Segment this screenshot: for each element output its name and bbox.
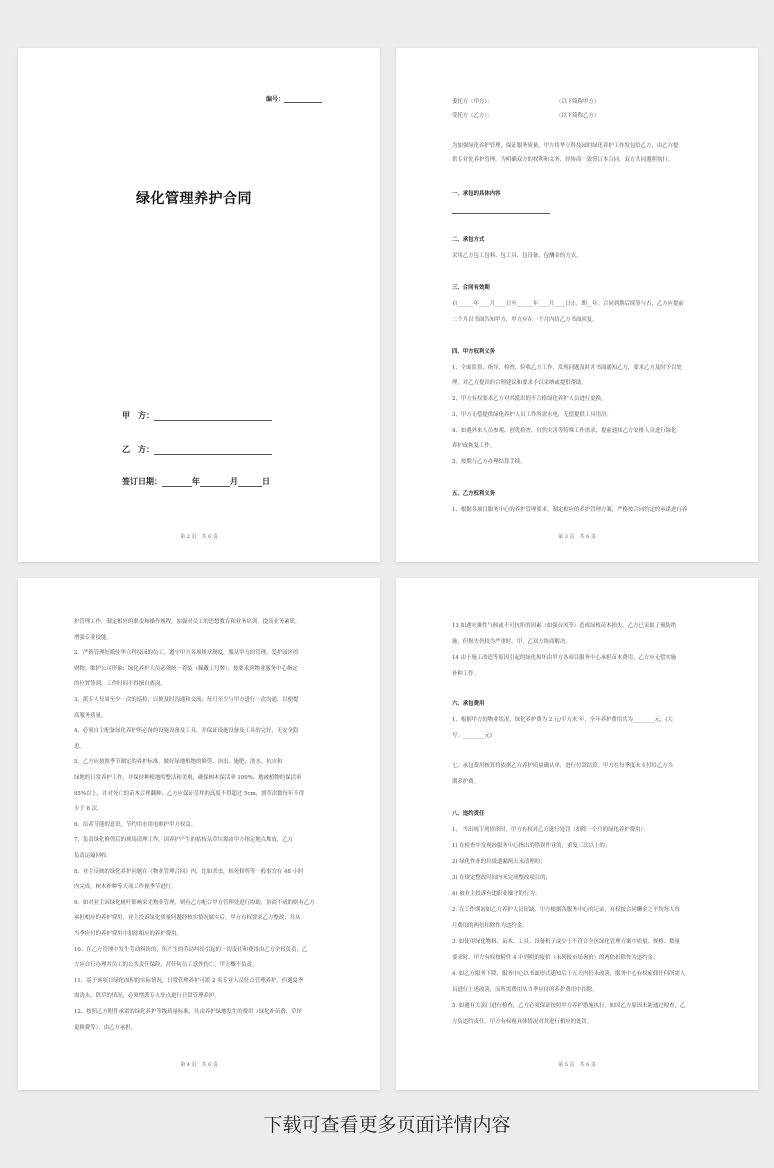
body-line: 患。 <box>74 743 85 750</box>
client-abbr: （以下简称甲方） <box>556 99 600 105</box>
section-heading: 二、承包方式 <box>452 237 485 243</box>
section-heading: 六、承包费用 <box>452 701 485 707</box>
body-line: 需浇水、除草的情况，必须增派专人驻点进行日常管理养护。 <box>74 993 220 1000</box>
section-text: 二个月以书面告知甲方，甲方应在一个月内给乙方书面回复。 <box>452 317 598 323</box>
body-line: 95%以上，并对死亡的苗木合理翻种；乙方应保证草坪的高度不得超过 5cm，割草次数每年不得 <box>74 790 305 797</box>
body-line: 12、按照乙方附件承诺的绿化养护等级质量标准，其由养护绿地发生的费用（绿化补苗费、草坪 <box>74 1009 302 1015</box>
clause: 3. 如使用绿化物料、苗木、工具、设备机子或少于不符合全区绿化管理方案中质量、规格、数量 <box>452 939 680 945</box>
body-line: 5、乙方应按照季节制定的养护标准，做好绿地植物的修剪、治虫、施肥、浇水、抗灾和 <box>74 759 283 766</box>
page-number: 第 3 页 共 6 页 <box>558 534 596 540</box>
body-line: 8、业主反映的绿化养护问题在《物业管理合同》内，比如杀虫，枯死修剪等一般事宜在 48 小时 <box>74 868 304 875</box>
body-line: 内完成，树木补种等天项工作视季节进行。 <box>74 884 177 891</box>
contractor-abbr: （以下简称乙方） <box>556 113 600 119</box>
body-line: 负责运输回收。 <box>74 853 112 859</box>
contract-page-cover <box>18 48 380 562</box>
clause: 补种工作。 <box>452 671 479 677</box>
clause: 4. 如乙方服务下降，服务中心以书面形式通知后于五天内仍未改善，服务中心有权雇佣任何所需人 <box>452 971 686 977</box>
clause: 4) 被业主投诉有违职业操守的行为； <box>452 891 541 897</box>
clause: 理，对乙方提出的合理建议和要求予以采纳或提供帮助。 <box>452 380 587 386</box>
clause: 4、如遇外来人员参观、创优检查、自然灾害等特殊工作需求，提前通知乙方安排人员进行绿化 <box>452 428 677 434</box>
sign-date-field: 签订日期： 年 月 日 <box>122 476 270 486</box>
body-line: 财物。维护公司形象；绿化养护人员必须统一着装（佩戴工号牌），按要求到物业服务中心指定 <box>74 665 298 672</box>
section-text: 采用乙方包工包料、包工具、包设备、包酬金的方式。 <box>452 253 582 259</box>
contract-number-blank <box>284 102 322 103</box>
clause: 5. 如遇有关部门进行检查，乙方必须保证按照甲方养护措施执行，如因乙方原因未能通过检查，乙 <box>452 1003 686 1009</box>
clause: 方负违约责任，甲方有权视具体情况对其进行相应的处罚。 <box>452 1019 593 1025</box>
clause: 要求时，甲方有权按附件 4 中列明的报价（未列报市场询价）的两倍扣除作为违约金。 <box>452 955 659 961</box>
clause: 1、全面监督、指导、检查、验收乙方工作，发现问题及时并书面通知乙方，要求乙方及时予以处 <box>452 365 682 371</box>
body-line: 9、如对业主因绿化树叶影响采光物业管理，则有乙方配合甲方管理处进行协助，协商不成的则有乙方 <box>74 899 315 906</box>
client-label: 委托方（甲方）： <box>452 99 493 105</box>
page-number: 第 5 页 共 6 页 <box>558 1062 596 1068</box>
clause: 2、甲方有权要求乙方对其派出的不合格绿化养护人员进行更换。 <box>452 396 607 402</box>
body-line: 6、培养节能的意识，节约用水用电维护甲方权益。 <box>74 821 197 828</box>
party-a-field: 甲 方： <box>122 410 272 421</box>
body-line: 承担相应的养护费用。业主投诉绿化质量问题经核实情况属实后，甲方有权要求乙方整改，并从 <box>74 915 301 922</box>
body-line: 护管理工作，制定相应的职责和操作规程，加强对员工的思想教育和业务培训，提高业务素质， <box>74 619 301 625</box>
body-line: 当季应付的养护费用中扣除相应的养护费用。 <box>74 931 182 937</box>
body-line: 增强专业技能。 <box>74 634 112 641</box>
clause: 员进行上述改善，而所需费用从当季应付的养护费用中扣除。 <box>452 987 598 993</box>
clause: 月费用的两倍扣除作为违约金。 <box>452 923 528 929</box>
body-line: 11、基于该项目绿化面积的实际情况，日常管理养护可派 2 名专业人员驻点管理养护，但遇夏季 <box>74 977 304 984</box>
clause: 14 由于施工改造等原因引起的绿化损坏由甲方各项目服务中心承担苗木费用，乙方应无偿实施 <box>452 655 677 661</box>
clause: 期养护费。 <box>452 779 479 785</box>
clause: 1、 当出现下列情形时，甲方有权对乙方进行处罚（扣除一个月的绿化养护费用）： <box>452 827 649 833</box>
section-heading: 一、承包的具体内容 <box>452 191 501 197</box>
clause: 2) 绿化作业的垃圾遗漏两天未清理的； <box>452 859 546 865</box>
section-heading: 四、甲方权利义务 <box>452 349 496 355</box>
body-line: 的位置签到，工作时间不得擅自离岗。 <box>74 681 166 688</box>
clause: 5、按期与乙方办理结算手续。 <box>452 459 526 465</box>
section-heading: 三、合同有效期 <box>452 285 490 291</box>
section-heading: 五、乙方权利义务 <box>452 491 496 497</box>
section-heading: 八、违约责任 <box>452 811 485 817</box>
clause: 1、根据甲方的物业状况，绿化养护费为 2 元/平方米·年，全年养护费用共为________元，(大 <box>452 717 673 723</box>
clause: 3、甲方无偿提供绿化养护人员工作所需水电，无偿提供工具用房。 <box>452 412 612 418</box>
contract-title: 绿化管理养护合同 <box>136 191 252 207</box>
body-line: 7、负责绿化修剪后的现场清理工作，因养护产生的枯枝杂草垃圾由甲方指定地点堆放，乙方 <box>74 837 294 844</box>
body-line: 绿地的日常养护工作，并保持种植地的整洁和美观，确保树木保活率 100%，地被植物的保活率 <box>74 775 302 781</box>
clause: 13 如遇灾难性气候或不可抗拒的因素（如强台风等）造成绿植苗木损失，乙方已采取了预防措 <box>452 623 677 629</box>
party-b-field: 乙 方： <box>122 444 272 455</box>
clause: 施，但损失仍较为严重时，甲、乙双方协商解决。 <box>452 639 571 645</box>
body-line: 更换费等），由乙方承担。 <box>74 1024 136 1031</box>
clause: 七、承包费用核算将依据乙方养护质量确认单，进行付款结算。甲方在每季度末支付给乙方当 <box>452 763 674 769</box>
body-line: 3、派专人每周至少一次的巡检，以便及时沟通和交流；每月至少与甲方进行一次沟通，以便提 <box>74 697 299 703</box>
page-number: 第 4 页 共 6 页 <box>180 1062 218 1068</box>
body-line: 4、必须自主配备绿化养护所必备的设施设备及工具，并保证设施设备及工具的完好，无安全隐 <box>74 728 299 735</box>
body-line: 方应自行办理其员工的公共责任保险，甚任何员工意外伤亡，甲方概不负责。 <box>74 962 258 969</box>
contract-page-5 <box>396 578 758 1090</box>
contract-number: 编号： <box>266 94 322 103</box>
contract-page-4 <box>18 578 380 1090</box>
page-number: 第 2 页 共 6 页 <box>180 534 218 540</box>
body-line: 高服务质量。 <box>74 712 107 719</box>
body-line: 10、在乙方管理中发生劳动纠纷的，所产生的劳动纠纷引起的一切责任和费用由乙方全权负责，乙 <box>74 946 308 953</box>
body-line: 2、严格管理好派驻华立科技园的员工，遵守甲方各项规章制度，服从甲方的管理，爱护园区的 <box>74 650 299 657</box>
contract-page-3 <box>396 48 758 562</box>
clause: 写：________元) <box>452 733 492 739</box>
download-more-prompt[interactable]: 下载可查看更多页面详情内容 <box>263 1114 511 1136</box>
intro-line: 供专业化养护管理。为明确双方的权利和义务，经协商一致签订本合同，双方共同遵照执行。 <box>452 157 674 163</box>
clause: 2. 在工作期间如乙方养护人员短缺，甲方根据各服务中心的记录，有权按合同酬金之平均每人每 <box>452 907 680 913</box>
body-line: 少于 8 次。 <box>74 806 103 813</box>
content-blank-line <box>452 213 550 214</box>
clause: 养护或恢复工作。 <box>452 443 496 449</box>
intro-line: 为加强绿化养护管理，保证服务质量，甲方将华立科技园的绿化养护工作发包给乙方，由乙方提 <box>452 143 679 149</box>
contractor-label: 受托方（乙方）： <box>452 113 493 119</box>
clause: 1、根据各项目服务中心的养护管理要求，制定相应的养护管理方案，严格按合同约定的承诺进行养 <box>452 507 688 513</box>
clause: 1) 在检查中发现经服务中心指出的错误作业的，重复三次以上的； <box>452 843 611 849</box>
section-text: 自______年____月____日至______年____月____日止，期__年。合同到期后续签与否，乙方应提前 <box>452 301 684 307</box>
clause: 3) 在规定整改时间内未完成整改项目的； <box>452 875 551 881</box>
